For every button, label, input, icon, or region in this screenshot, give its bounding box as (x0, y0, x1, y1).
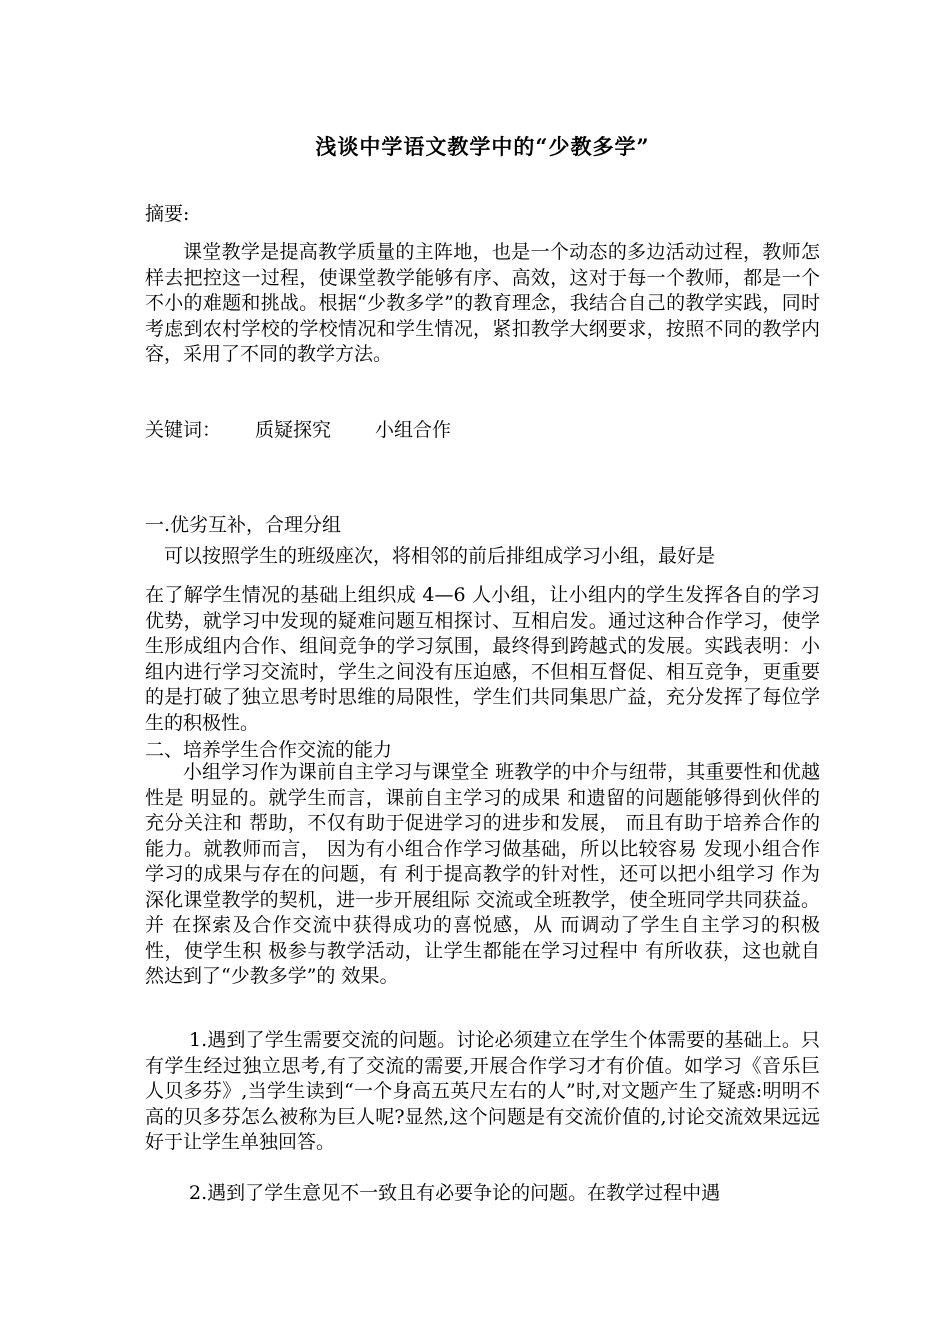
numbered-point: 2.遇到了学生意见不一致且有必要争论的问题。在教学过程中遇 (189, 1182, 721, 1204)
document-page (145, 0, 820, 1344)
abstract-label: 摘要: (145, 203, 190, 225)
section-paragraph: 小组学习作为课前自主学习与课堂全 班教学的中介与纽带，其重要性和优越性是 明显的。就学生而言，课前自主学习的成果 和遗留的问题能够得到伙伴的充分关注和 帮助，不仅有助于促进学习的进步和发展， 而且有助于培养合作的能力。就教师而言， 因为有小组合作学习做基础，所以比较容易 发现小组合作学习的成果与存在的问题，有 利于提高教学的针对性，还可以把小组学习 作为深化课堂教学的契机，进一步开展组际 交流或全班教学，使全班同学共同获益。并 在探索及合作交流中获得成功的喜悦感，从 而调动了学生自主学习的积极性，使学生积 极参与教学活动，让学生都能在学习过程中 有所收获，这也就自然达到了“少教多学”的 效果。 (145, 761, 820, 987)
section-paragraph: 在了解学生情况的基础上组织成 4—6 人小组，让小组内的学生发挥各自的学习优势，就学习中发现的疑难问题互相探讨、互相启发。通过这种合作学习，使学生形成组内合作、组间竞争的学习氛围，最终得到跨越式的发展。实践表明：小组内进行学习交流时，学生之间没有压迫感，不但相互督促、相互竞争，更重要的是打破了独立思考时思维的局限性，学生们共同集思广益，充分发挥了每位学生的积极性。 (145, 584, 820, 734)
section-heading: 一.优劣互补，合理分组 (145, 514, 342, 536)
abstract-text: 课堂教学是提高教学质量的主阵地，也是一个动态的多边活动过程，教师怎样去把控这一过程，使课堂教学能够有序、高效，这对于每一个教师，都是一个不小的难题和挑战。根据“少教多学”的教育理念，我结合自己的教学实践，同时考虑到农村学校的学校情况和学生情况，紧扣教学大纲要求，按照不同的教学内容，采用了不同的教学方法。 (145, 241, 820, 365)
section-heading: 二、培养学生合作交流的能力 (145, 739, 393, 761)
document-title: 浅谈中学语文教学中的“少教多学” (315, 134, 650, 159)
keywords-line (145, 415, 451, 442)
numbered-point: 1.遇到了学生需要交流的问题。讨论必须建立在学生个体需要的基础上。只有学生经过独立思考,有了交流的需要,开展合作学习才有价值。如学习《音乐巨人贝多芬》,当学生读到“一个身高五英尺左右的人”时,对文题产生了疑惑:明明不高的贝多芬怎么被称为巨人呢?显然,这个问题是有交流价值的,讨论交流效果远远好于让学生单独回答。 (145, 1029, 820, 1153)
section-first-line: 可以按照学生的班级座次，将相邻的前后排组成学习小组，最好是 (164, 545, 716, 567)
keyword-item: 小组合作 (375, 419, 452, 441)
keywords-label: 关键词： (145, 419, 222, 441)
keyword-item: 质疑探究 (255, 419, 332, 441)
